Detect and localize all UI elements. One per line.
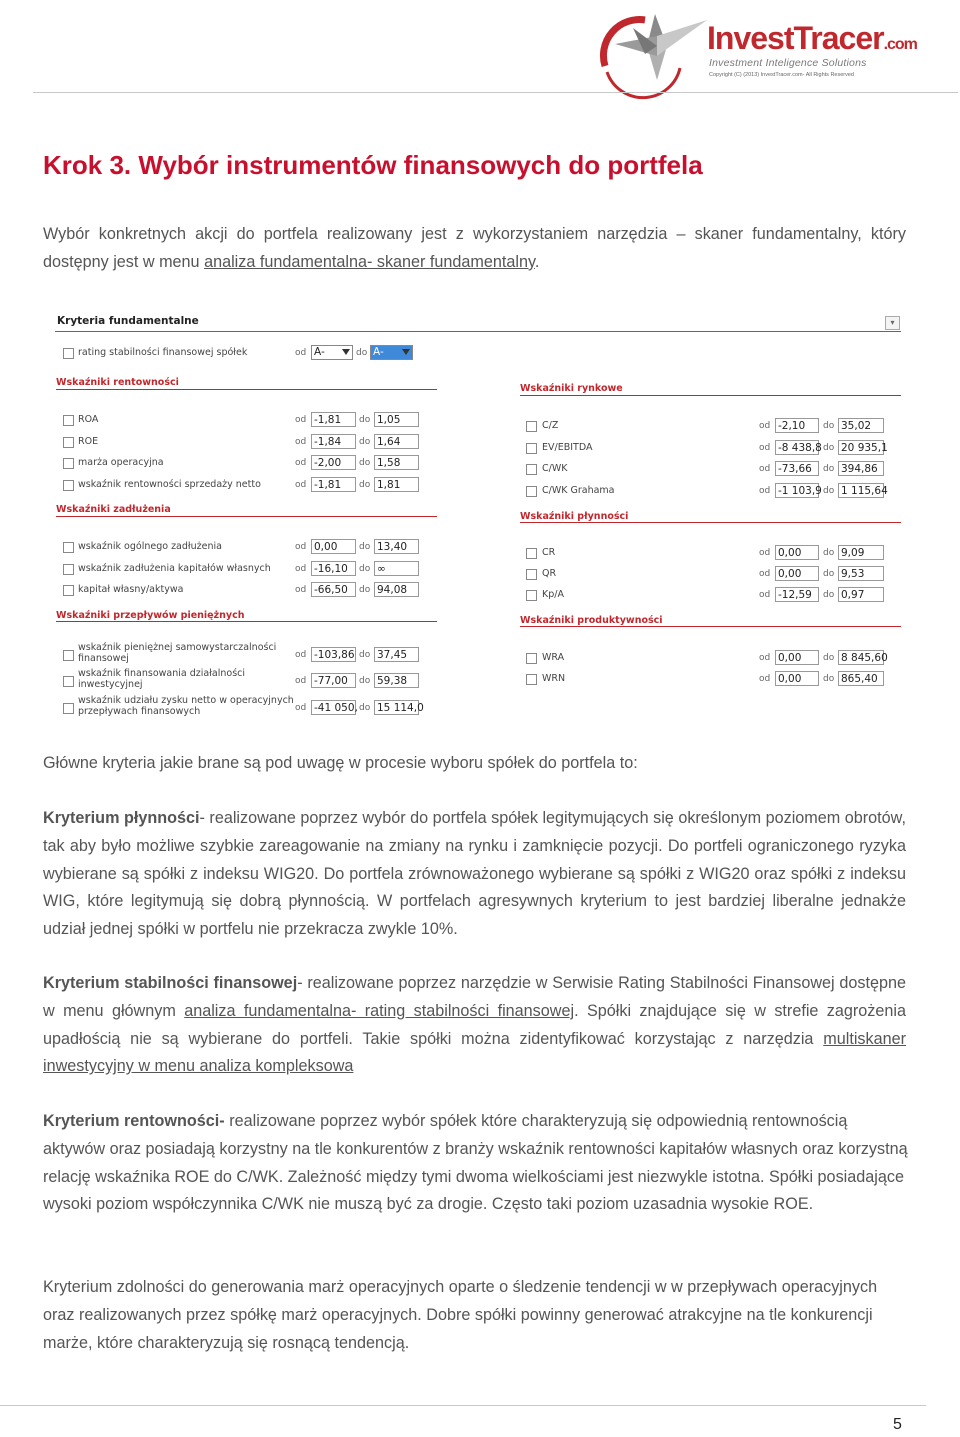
criterion-checkbox[interactable] xyxy=(526,569,537,580)
od-label: od xyxy=(295,458,307,468)
min-value-input[interactable]: -12,59 xyxy=(775,587,819,602)
intro-paragraph: Wybór konkretnych akcji do portfela realizowany jest z wykorzystaniem narzędzia – skaner fundamentalny, który dostępny jest w menu analiza fundamentalna- skaner fundamentalny. xyxy=(43,225,906,271)
criterion-label: marża operacyjna xyxy=(78,457,164,468)
footer-divider xyxy=(0,1405,926,1406)
rating-checkbox[interactable] xyxy=(63,348,74,359)
criterion-label: C/WK Grahama xyxy=(542,485,615,496)
panel-title-divider xyxy=(55,331,901,332)
criterion-label: CR xyxy=(542,547,556,558)
section-title: Wskaźniki produktywności xyxy=(520,615,663,626)
min-value-input[interactable]: -16,10 xyxy=(311,561,356,576)
min-value-input[interactable]: -1,81 xyxy=(311,477,356,492)
rating-do-label: do xyxy=(356,348,368,358)
min-value-input[interactable]: -8 438,8 xyxy=(775,440,819,455)
criterion-label: wskaźnik ogólnego zadłużenia xyxy=(78,541,222,552)
criterion-label: WRN xyxy=(542,673,566,684)
do-label: do xyxy=(359,650,371,660)
od-label: od xyxy=(295,585,307,595)
logo-tagline: Investment Inteligence Solutions xyxy=(709,57,867,69)
criterion-checkbox[interactable] xyxy=(63,542,74,553)
min-value-input[interactable]: -1,81 xyxy=(311,412,356,427)
max-value-input[interactable]: 394,86 xyxy=(838,461,884,476)
logo xyxy=(585,6,915,84)
criterion-label-line2: finansowej xyxy=(78,653,129,664)
max-value-input[interactable]: 1,58 xyxy=(374,455,419,470)
criterion-label: wskaźnik rentowności sprzedaży netto xyxy=(78,479,261,490)
section-title: Wskaźniki rynkowe xyxy=(520,383,623,394)
section-divider xyxy=(520,395,901,396)
rating-od-label: od xyxy=(295,348,307,358)
od-label: od xyxy=(295,564,307,574)
section-divider xyxy=(56,621,437,622)
criteria-intro: Główne kryteria jakie brane są pod uwagę w procesie wyboru spółek do portfela to: xyxy=(43,754,638,772)
max-value-input[interactable]: 15 114,0 xyxy=(374,700,419,715)
do-label: do xyxy=(359,480,371,490)
do-label: do xyxy=(359,542,371,552)
do-label: do xyxy=(823,590,835,600)
do-label: do xyxy=(823,421,835,431)
collapse-icon[interactable]: ▾ xyxy=(885,316,900,330)
od-label: od xyxy=(759,590,771,600)
od-label: od xyxy=(295,437,307,447)
max-value-input[interactable]: 1,64 xyxy=(374,434,419,449)
do-label: do xyxy=(359,437,371,447)
criterion-checkbox[interactable] xyxy=(526,464,537,475)
section-divider xyxy=(56,389,437,390)
od-label: od xyxy=(295,676,307,686)
criterion-label: WRA xyxy=(542,652,565,663)
od-label: od xyxy=(759,443,771,453)
criterion-label: ROA xyxy=(78,414,99,425)
criterion-checkbox[interactable] xyxy=(526,443,537,454)
od-label: od xyxy=(759,653,771,663)
max-value-input[interactable]: 8 845,60 xyxy=(838,650,884,665)
logo-wordmark: InvestTracer.com xyxy=(707,20,917,56)
section-divider xyxy=(520,522,901,523)
do-label: do xyxy=(823,653,835,663)
profitability-paragraph: Kryterium rentowności- realizowane poprzez wybór spółek które charakteryzują się odpowiednią rentownością aktywów oraz posiadają korzystny na tle konkurentów z branży wskaźnik rentowności kapitałów własnych oraz korzystną relację wskaźnika ROE do C/WK. Zależność między tymi dwoma wielkościami jest niezwykle istotna. Spółki posiadające wysoki poziom współczynnika C/WK nie muszą być za drogie. Często taki poziom uzasadnia wysokie ROE. xyxy=(43,1112,908,1214)
max-value-input[interactable]: 9,09 xyxy=(838,545,884,560)
do-label: do xyxy=(823,486,835,496)
do-label: do xyxy=(823,548,835,558)
criterion-checkbox[interactable] xyxy=(63,703,74,714)
rating-link[interactable]: analiza fundamentalna- rating stabilności finansowej xyxy=(184,1001,575,1020)
criterion-checkbox[interactable] xyxy=(63,480,74,491)
max-value-input[interactable]: 1 115,64 xyxy=(838,483,884,498)
panel-title: Kryteria fundamentalne xyxy=(57,315,199,327)
do-label: do xyxy=(823,569,835,579)
do-label: do xyxy=(359,415,371,425)
section-title: Wskaźniki płynności xyxy=(520,511,629,522)
max-value-input[interactable]: 37,45 xyxy=(374,647,419,662)
criterion-checkbox[interactable] xyxy=(63,437,74,448)
min-value-input[interactable]: 0,00 xyxy=(311,539,356,554)
min-value-input[interactable]: -66,50 xyxy=(311,582,356,597)
min-value-input[interactable]: -1 103,9 xyxy=(775,483,819,498)
criterion-checkbox[interactable] xyxy=(63,458,74,469)
section-title: Wskaźniki zadłużenia xyxy=(56,504,171,515)
criterion-checkbox[interactable] xyxy=(526,486,537,497)
do-label: do xyxy=(359,703,371,713)
max-value-input[interactable]: ∞ xyxy=(374,561,419,576)
page-number: 5 xyxy=(893,1416,902,1433)
min-value-input[interactable]: 0,00 xyxy=(775,650,819,665)
criterion-checkbox[interactable] xyxy=(63,415,74,426)
od-label: od xyxy=(759,486,771,496)
logo-copyright: Copyright (C) (2013) InvestTracer.com- All Rights Reserved xyxy=(709,72,854,78)
do-label: do xyxy=(359,585,371,595)
criterion-checkbox[interactable] xyxy=(526,421,537,432)
do-label: do xyxy=(359,458,371,468)
do-label: do xyxy=(823,464,835,474)
liquidity-paragraph: Kryterium płynności- realizowane poprzez wybór do portfela spółek legitymujących się określonym poziomem obrotów, tak aby było możliwe szybkie zareagowanie na zmiany na rynku i zamknięcie pozycji. Do portfeli ograniczonego ryzyka wybierane są spółki z indeksu WIG20. Do portfela zrównoważonego wybierane są spółki z WIG20 oraz spółki z indeksu WIG, które legitymują się dobrą płynnością. W portfelach agresywnych kryterium to jest bardziej liberalne jednakże udział jednej spółki w portfelu nie przekracza zwykle 10%. xyxy=(43,809,906,939)
od-label: od xyxy=(295,703,307,713)
do-label: do xyxy=(823,674,835,684)
od-label: od xyxy=(759,569,771,579)
criterion-label: Kp/A xyxy=(542,589,564,600)
criterion-label: kapitał własny/aktywa xyxy=(78,584,184,595)
criterion-checkbox[interactable] xyxy=(63,650,74,661)
do-label: do xyxy=(359,564,371,574)
criterion-label: ROE xyxy=(78,436,99,447)
criterion-label: wskaźnik pieniężnej samowystarczalności xyxy=(78,642,277,653)
min-value-input[interactable]: -73,66 xyxy=(775,461,819,476)
od-label: od xyxy=(759,421,771,431)
min-value-input[interactable]: 0,00 xyxy=(775,671,819,686)
section-title: Wskaźniki rentowności xyxy=(56,377,179,388)
rating-to-select[interactable]: A- xyxy=(370,345,413,360)
od-label: od xyxy=(295,480,307,490)
section-divider xyxy=(520,626,901,627)
max-value-input[interactable]: 35,02 xyxy=(838,418,884,433)
do-label: do xyxy=(359,676,371,686)
rating-label: rating stabilności finansowej spółek xyxy=(78,347,248,358)
min-value-input[interactable]: -2,10 xyxy=(775,418,819,433)
min-value-input[interactable]: -41 050, xyxy=(311,700,356,715)
od-label: od xyxy=(759,464,771,474)
criterion-label: C/WK xyxy=(542,463,568,474)
criterion-checkbox[interactable] xyxy=(63,676,74,687)
max-value-input[interactable]: 1,05 xyxy=(374,412,419,427)
section-title: Wskaźniki przepływów pieniężnych xyxy=(56,610,245,621)
section-divider xyxy=(56,516,437,517)
stability-paragraph: Kryterium stabilności finansowej- realizowane poprzez narzędzie w Serwisie Rating Stabilności Finansowej dostępne w menu głównym analiza fundamentalna- rating stabilności finansowej. Spółki znajdujące się w strefie zagrożenia upadłością nie są wybierane do portfeli. Takie spółki można zidentyfikować korzystając z narzędzia multiskaner inwestycyjny w menu analiza kompleksowa xyxy=(43,974,906,1076)
min-value-input[interactable]: -2,00 xyxy=(311,455,356,470)
min-value-input[interactable]: -103,86 xyxy=(311,647,356,662)
od-label: od xyxy=(295,542,307,552)
criterion-checkbox[interactable] xyxy=(526,653,537,664)
criterion-label: wskaźnik udziału zysku netto w operacyjnych xyxy=(78,695,294,706)
criterion-label-line2: inwestycyjnej xyxy=(78,679,143,690)
criterion-checkbox[interactable] xyxy=(526,674,537,685)
criterion-label: C/Z xyxy=(542,420,559,431)
do-label: do xyxy=(823,443,835,453)
min-value-input[interactable]: 0,00 xyxy=(775,545,819,560)
od-label: od xyxy=(295,650,307,660)
criterion-checkbox[interactable] xyxy=(526,590,537,601)
max-value-input[interactable]: 865,40 xyxy=(838,671,884,686)
min-value-input[interactable]: 0,00 xyxy=(775,566,819,581)
max-value-input[interactable]: 1,81 xyxy=(374,477,419,492)
min-value-input[interactable]: -1,84 xyxy=(311,434,356,449)
max-value-input[interactable]: 94,08 xyxy=(374,582,419,597)
criterion-checkbox[interactable] xyxy=(526,548,537,559)
od-label: od xyxy=(759,548,771,558)
min-value-input[interactable]: -77,00 xyxy=(311,673,356,688)
max-value-input[interactable]: 0,97 xyxy=(838,587,884,602)
scanner-link[interactable]: analiza fundamentalna- skaner fundamentalny xyxy=(204,252,535,271)
compass-logo-icon xyxy=(585,6,710,84)
od-label: od xyxy=(759,674,771,684)
header-divider xyxy=(33,92,958,93)
fundamental-criteria-panel xyxy=(52,308,907,728)
criterion-label: wskaźnik finansowania działalności xyxy=(78,668,246,679)
max-value-input[interactable]: 9,53 xyxy=(838,566,884,581)
criterion-label: wskaźnik zadłużenia kapitałów własnych xyxy=(78,563,271,574)
max-value-input[interactable]: 20 935,1 xyxy=(838,440,884,455)
page-title: Krok 3. Wybór instrumentów finansowych do portfela xyxy=(43,150,703,180)
multiscanner-link[interactable]: multiskaner inwestycyjny w menu analiza kompleksowa xyxy=(43,1029,906,1076)
od-label: od xyxy=(295,415,307,425)
criterion-checkbox[interactable] xyxy=(63,564,74,575)
criterion-label: QR xyxy=(542,568,557,579)
criterion-checkbox[interactable] xyxy=(63,585,74,596)
max-value-input[interactable]: 13,40 xyxy=(374,539,419,554)
criterion-label-line2: przepływach finansowych xyxy=(78,706,201,717)
max-value-input[interactable]: 59,38 xyxy=(374,673,419,688)
rating-from-select[interactable]: A- xyxy=(311,345,353,360)
criterion-label: EV/EBITDA xyxy=(542,442,593,453)
margins-paragraph: Kryterium zdolności do generowania marż operacyjnych oparte o śledzenie tendencji w w przepływach operacyjnych oraz realizowanych przez spółkę marż operacyjnych. Dobre spółki powinny generować atrakcyjne na tle konkurencji marże, które charakteryzują się rosnącą tendencją. xyxy=(43,1278,878,1352)
